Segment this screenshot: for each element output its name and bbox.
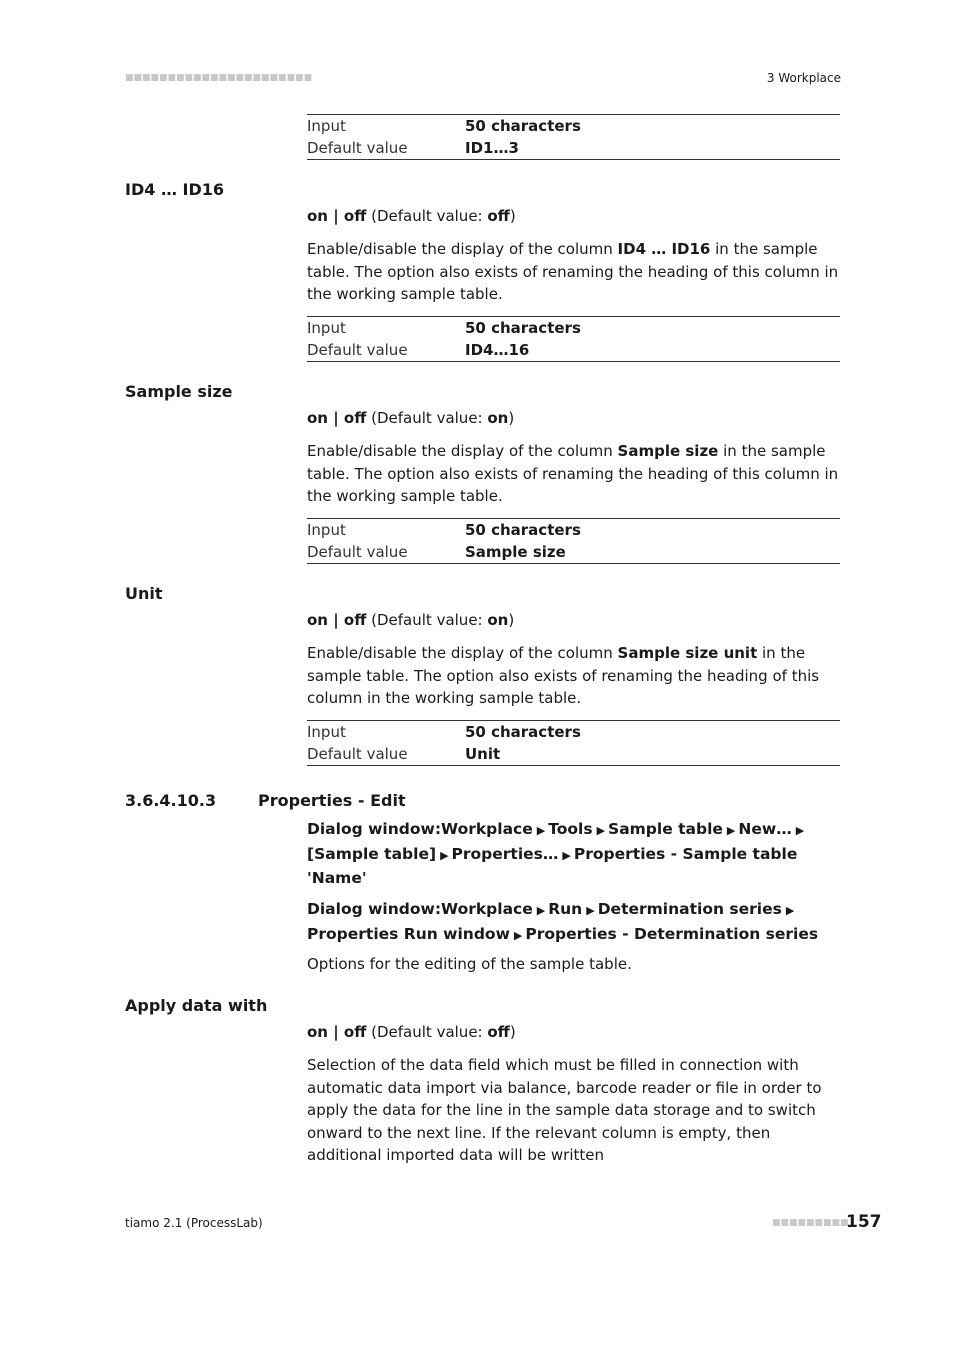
triangle-right-icon: ▶ [536,904,546,917]
option-on-off: on | off [307,207,367,225]
para-text: in the sample table. The option also exists of renaming the heading of this column in the working sample table. [307,240,839,303]
table-key: Default value [307,543,408,561]
option-values [307,207,516,225]
table-key: Input [307,723,346,741]
nav-step: Determination series [597,900,782,918]
para-emphasis: Sample size unit [617,644,758,662]
table-value: 50 characters [465,521,581,539]
description-paragraph: Selection of the data field which must be filled in connection with automatic data import via balance, barcode reader or file in order to apply the data for the line in the sample data storage and to switch onward to the next line. If the relevant column is empty, then additional imported data will be written [307,1056,822,1164]
description-paragraph [307,642,840,710]
option-values [307,611,514,629]
option-on-off: on | off [307,611,367,629]
para-text: in the sample table. The option also exists of renaming the heading of this column in the working sample table. [307,442,839,505]
nav-step: Sample table [608,820,723,838]
triangle-right-icon: ▶ [785,904,795,917]
table-key: Default value [307,139,408,157]
parameter-heading-id4-id16: ID4 … ID16 [125,180,225,199]
footer-product: tiamo 2.1 (ProcessLab) [125,1216,263,1230]
table-value: Sample size [465,543,566,561]
para-emphasis: Sample size [617,442,719,460]
para-text: in the sample table. The option also exists of renaming the heading of this column in the working sample table. [307,644,820,707]
chapter-title: 3 Workplace [766,71,841,85]
parameter-table-sample-size [307,518,840,564]
table-key: Input [307,117,346,135]
parameter-heading-apply-data-with: Apply data with [125,996,268,1015]
triangle-right-icon: ▶ [596,824,606,837]
table-value: ID4…16 [465,341,530,359]
default-label: (Default value: [366,409,488,427]
triangle-right-icon: ▶ [440,848,449,862]
table-value: ID1…3 [465,139,519,157]
nav-step: Dialog window:Workplace [307,900,533,918]
parameter-table-unit [307,720,840,766]
footer-decoration: ■■■■■■■■■ [772,1218,849,1228]
header-decoration: ■■■■■■■■■■■■■■■■■■■■■■ [125,73,313,83]
table-key: Default value [307,745,408,763]
section-title: Properties - Edit [258,791,406,810]
para-text: Enable/disable the display of the column [307,442,618,460]
page-number: 157 [846,1212,882,1232]
option-values [307,1023,516,1041]
triangle-right-icon: ▶ [513,928,523,942]
triangle-right-icon: ▶ [795,824,805,837]
table-key: Default value [307,341,408,359]
paren-close: ) [508,611,515,629]
para-emphasis: ID4 … ID16 [617,240,711,258]
triangle-right-icon: ▶ [726,824,736,837]
nav-step: [Sample table] [307,844,437,863]
table-value: 50 characters [465,723,581,741]
nav-step: Properties - Determination series [525,924,819,943]
default-label: (Default value: [366,1023,488,1041]
option-values [307,409,514,427]
default-value: off [487,1023,510,1041]
triangle-right-icon: ▶ [536,824,546,837]
default-value: on [487,611,509,629]
paren-close: ) [509,1023,516,1041]
description-paragraph [307,238,840,306]
option-on-off: on | off [307,409,367,427]
nav-step: New… [738,820,792,838]
table-value: 50 characters [465,319,581,337]
nav-step: Properties… [451,844,559,863]
nav-step: Run [548,900,583,918]
option-on-off: on | off [307,1023,367,1041]
paren-close: ) [508,409,515,427]
table-value: 50 characters [465,117,581,135]
table-value: Unit [465,745,501,763]
section-number: 3.6.4.10.3 [125,791,217,810]
section-intro: Options for the editing of the sample table. [307,955,632,973]
nav-step: Tools [548,820,593,838]
parameter-table-id4-16 [307,316,840,362]
nav-step: Dialog window:Workplace [307,820,533,838]
paren-close: ) [509,207,516,225]
default-value: on [487,409,509,427]
para-text: Enable/disable the display of the column [307,644,618,662]
default-value: off [487,207,510,225]
triangle-right-icon: ▶ [586,904,595,917]
default-label: (Default value: [366,611,488,629]
default-label: (Default value: [366,207,488,225]
navigation-path-1 [307,818,840,891]
navigation-path-2 [307,898,840,947]
parameter-heading-unit: Unit [125,584,163,603]
triangle-right-icon: ▶ [562,848,571,862]
parameter-table-id1-3 [307,114,840,160]
description-paragraph [307,440,840,508]
parameter-heading-sample-size: Sample size [125,382,233,401]
nav-step: Properties Run window [307,924,510,943]
table-key: Input [307,319,346,337]
para-text: Enable/disable the display of the column [307,240,618,258]
table-key: Input [307,521,346,539]
nav-step: Properties - Sample table 'Name' [307,844,798,887]
